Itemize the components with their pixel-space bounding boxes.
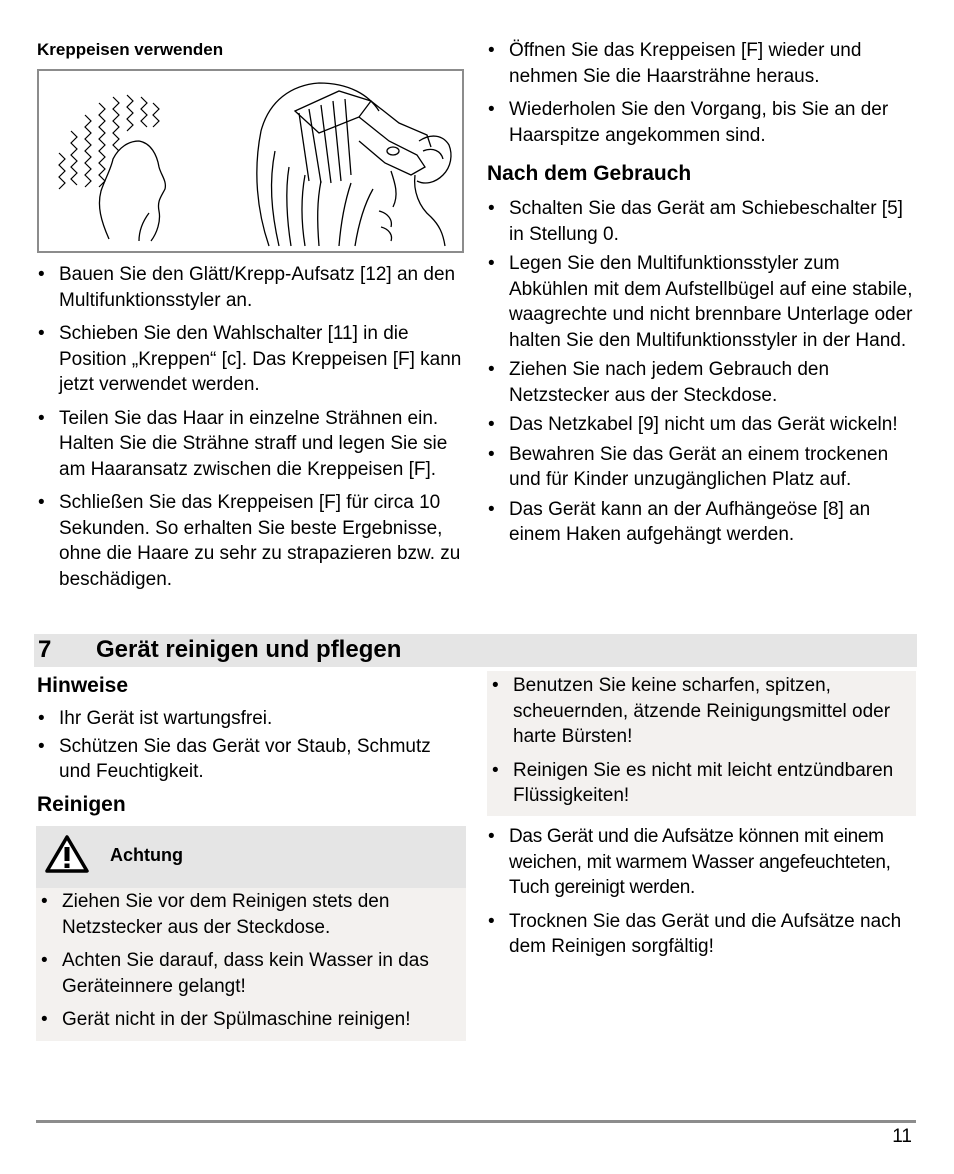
- list-item: • Reinigen Sie es nicht mit leicht entzündbaren Flüssigkeiten!: [491, 758, 911, 809]
- right-top-list-b: [487, 196, 915, 548]
- subheading-hinweise: Hinweise: [37, 674, 129, 697]
- list-item: • Wiederholen Sie den Vorgang, bis Sie an der Haarspitze angekommen sind.: [487, 97, 915, 148]
- hinweise-list: [37, 706, 467, 785]
- list-item: • Gerät nicht in der Spülmaschine reinigen!: [40, 1007, 456, 1033]
- crimping-illustration: [39, 71, 462, 251]
- left-top-list: [37, 262, 465, 592]
- list-item: • Schalten Sie das Gerät am Schiebeschalter [5] in Stellung 0.: [487, 196, 915, 247]
- warning-header: [36, 826, 466, 888]
- list-item: • Schließen Sie das Kreppeisen [F] für circa 10 Sekunden. So erhalten Sie beste Ergebnisse, ohne die Haare zu sehr zu strapazieren bzw. zu beschädigen.: [37, 490, 465, 592]
- list-item: • Teilen Sie das Haar in einzelne Strähnen ein. Halten Sie die Strähne straff und legen Sie sie am Haaransatz zwischen die Kreppeisen [F].: [37, 406, 465, 483]
- section-number: 7: [38, 636, 52, 663]
- list-item: • Ziehen Sie nach jedem Gebrauch den Netzstecker aus der Steckdose.: [487, 357, 915, 408]
- list-item: • Bewahren Sie das Gerät an einem trockenen und für Kinder unzugänglichen Platz auf.: [487, 442, 915, 493]
- illustration-crimping: [37, 69, 464, 253]
- section-title: Gerät reinigen und pflegen: [96, 636, 402, 663]
- warning-label: Achtung: [110, 845, 183, 865]
- list-item: • Ziehen Sie vor dem Reinigen stets den Netzstecker aus der Steckdose.: [40, 889, 456, 940]
- right-bottom-list: [487, 824, 917, 960]
- list-item: • Schieben Sie den Wahlschalter [11] in die Position „Kreppen“ [c]. Das Kreppeisen [F] kann jetzt verwendet werden.: [37, 321, 465, 398]
- warning-body: [36, 888, 466, 1041]
- list-item: • Achten Sie darauf, dass kein Wasser in das Geräteinnere gelangt!: [40, 948, 456, 999]
- warning-triangle-icon: [44, 834, 90, 874]
- footer-rule: [36, 1120, 916, 1123]
- list-item: • Ihr Gerät ist wartungsfrei.: [37, 706, 467, 732]
- list-item: • Benutzen Sie keine scharfen, spitzen, scheuernden, ätzende Reinigungsmittel oder harte Bürsten!: [491, 673, 911, 750]
- list-item: • Schützen Sie das Gerät vor Staub, Schmutz und Feuchtigkeit.: [37, 734, 467, 785]
- list-item: • Trocknen Sie das Gerät und die Aufsätze nach dem Reinigen sorgfältig!: [487, 909, 917, 960]
- list-item: • Bauen Sie den Glätt/Krepp-Aufsatz [12] an den Multifunktionsstyler an.: [37, 262, 465, 313]
- list-item: • Legen Sie den Multifunktionsstyler zum Abkühlen mit dem Aufstellbügel auf eine stabile, waagrechte und nicht brennbare Unterlage oder halten Sie den Multifunktionsstyler in der Hand.: [487, 251, 915, 353]
- list-item: • Das Netzkabel [9] nicht um das Gerät wickeln!: [487, 412, 915, 438]
- list-item: • Das Gerät und die Aufsätze können mit einem weichen, mit warmem Wasser angefeuchteten, Tuch gereinigt werden.: [487, 824, 917, 901]
- list-item: • Öffnen Sie das Kreppeisen [F] wieder und nehmen Sie die Haarsträhne heraus.: [487, 38, 915, 89]
- section-heading-kreppeisen: Kreppeisen verwenden: [37, 40, 224, 59]
- section-header: [34, 634, 917, 667]
- subheading-reinigen: Reinigen: [37, 793, 126, 816]
- right-top-list-a: [487, 38, 915, 148]
- list-item: • Das Gerät kann an der Aufhängeöse [8] an einem Haken aufgehängt werden.: [487, 497, 915, 548]
- page-number: 11: [892, 1126, 912, 1147]
- subheading-nach-dem-gebrauch: Nach dem Gebrauch: [487, 162, 692, 185]
- note-box: [487, 671, 916, 816]
